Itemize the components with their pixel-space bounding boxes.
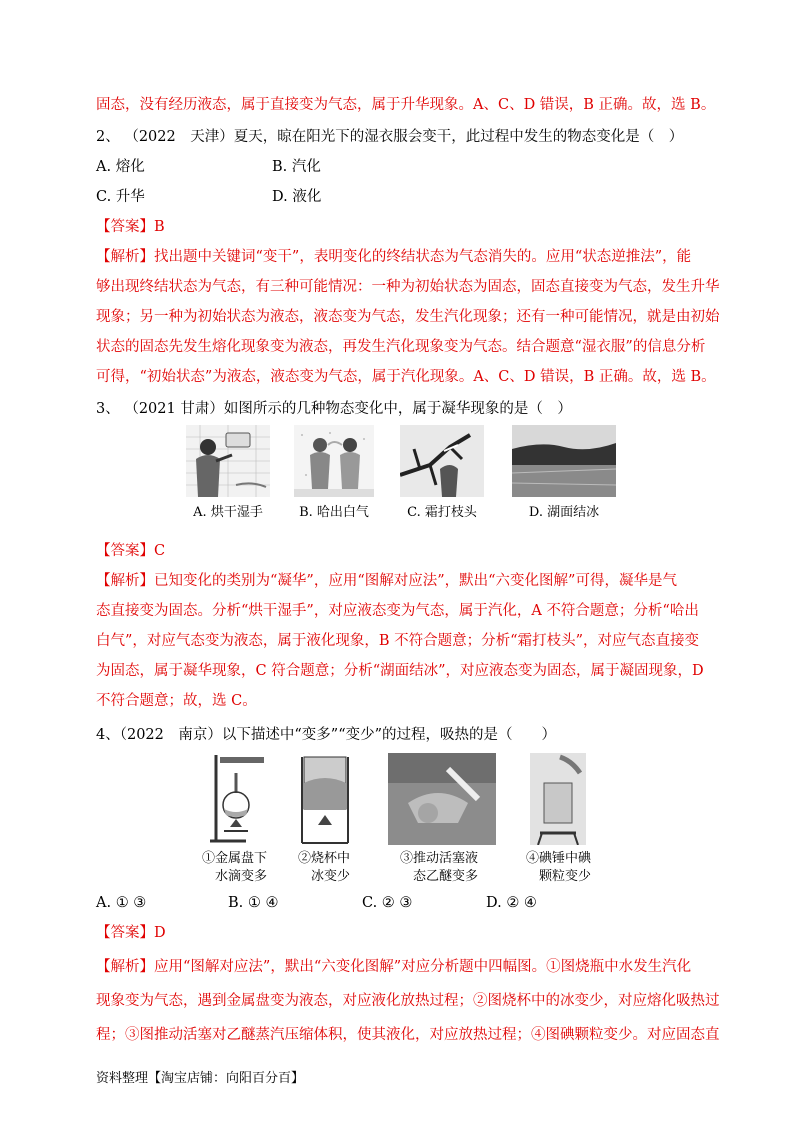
q2-option-a: A. 熔化 [96, 159, 145, 175]
q2-option-d: D. 液化 [272, 189, 322, 205]
figure-ice-beaker [300, 753, 350, 845]
caption-line: ①金属盘下 [202, 851, 268, 866]
caption-line: 颗粒变少 [539, 869, 592, 884]
figure-drying-hands [186, 425, 270, 497]
q2-analysis-line: 够出现终结状态为气态，有三种可能情况：一种为初始状态为固态，固态直接变为气态，发生升华 [96, 279, 720, 295]
figure-lake-ice [512, 425, 616, 497]
figure-breathing-fog [294, 425, 374, 497]
q4-analysis-line: 现象变为气态，遇到金属盘变为液态，对应液化放热过程；②图烧杯中的冰变少，对应熔化吸热过 [96, 993, 720, 1009]
q3-analysis-line: 为固态，属于凝华现象，C 符合题意；分析“湖面结冰”，对应液态变为固态，属于凝固现象，D [96, 663, 704, 679]
q2-option-c: C. 升华 [96, 189, 145, 205]
q1-analysis-tail: 固态，没有经历液态，属于直接变为气态，属于升华现象。A、C、D 错误，B 正确。故，选 B。 [96, 97, 716, 113]
q3-analysis-line: 白气”，对应气态变为液态，属于液化现象，B 不符合题意；分析“霜打枝头”，对应气态直接变 [96, 633, 699, 649]
q2-analysis-line: 现象；另一种为初始状态为液态，液态变为气态，发生汽化现象；还有一种可能情况，就是由初始 [96, 309, 720, 325]
q3-analysis-line: 不符合题意；故，选 C。 [96, 693, 257, 709]
page-footer: 资料整理【淘宝店铺：向阳百分百】 [96, 1071, 305, 1086]
q2-analysis-line: 可得，“初始状态”为液态，液态变为气态，属于汽化现象。A、C、D 错误，B 正确。故，选 B。 [96, 369, 716, 385]
q3-stem: 3、 （2021 甘肃）如图所示的几种物态变化中，属于凝华现象的是（ ） [96, 401, 572, 417]
q2-option-b: B. 汽化 [272, 159, 321, 175]
q4-option-d: D. ② ④ [486, 895, 537, 911]
q2-analysis-line: 【解析】找出题中关键词“变干”，表明变化的终结状态为气态消失的。应用“状态逆推法”，能 [96, 249, 692, 265]
q3-caption-a: A. 烘干湿手 [193, 505, 263, 520]
q4-stem: 4、（2022 南京）以下描述中“变多”“变少”的过程，吸热的是（ ） [96, 727, 557, 743]
q3-answer: 【答案】C [96, 543, 166, 559]
figure-piston-ether [388, 753, 496, 845]
q4-option-c: C. ② ③ [362, 895, 413, 911]
figure-frost-branch [400, 425, 484, 497]
q4-caption-1 [202, 850, 292, 886]
q3-caption-c: C. 霜打枝头 [407, 505, 477, 520]
q4-answer: 【答案】D [96, 925, 166, 941]
q4-option-b: B. ① ④ [228, 895, 279, 911]
caption-line: ②烧杯中 [298, 851, 351, 866]
caption-line: ③推动活塞液 [400, 851, 479, 866]
q3-analysis-line: 态直接变为固态。分析“烘干湿手”，对应液态变为气态，属于汽化，A 不符合题意；分析“哈出 [96, 603, 699, 619]
figure-metal-plate-flask [206, 753, 270, 845]
q4-caption-3 [400, 850, 510, 886]
caption-line: 态乙醚变多 [413, 869, 479, 884]
q2-stem: 2、 （2022 天津）夏天，晾在阳光下的湿衣服会变干，此过程中发生的物态变化是（ ） [96, 129, 684, 145]
figure-iodine-tube [530, 753, 586, 845]
caption-line: 水滴变多 [215, 869, 268, 884]
q4-option-a: A. ① ③ [96, 895, 147, 911]
caption-line: ④碘锤中碘 [526, 851, 592, 866]
caption-line: 冰变少 [311, 869, 351, 884]
q4-analysis-line: 程；③图推动活塞对乙醚蒸汽压缩体积，使其液化，对应放热过程；④图碘颗粒变少。对应固态直 [96, 1027, 720, 1043]
q3-caption-d: D. 湖面结冰 [528, 505, 600, 520]
q4-caption-4 [526, 850, 616, 886]
q3-analysis-line: 【解析】已知变化的类别为“凝华”，应用“图解对应法”，默出“六变化图解”可得，凝华是气 [96, 573, 677, 589]
q2-answer: 【答案】B [96, 219, 165, 235]
q3-caption-b: B. 哈出白气 [299, 505, 369, 520]
q2-analysis-line: 状态的固态先发生熔化现象变为液态，再发生汽化现象变为气态。结合题意“湿衣服”的信息分析 [96, 339, 706, 355]
q4-analysis-line: 【解析】应用“图解对应法”，默出“六变化图解”对应分析题中四幅图。①图烧瓶中水发生汽化 [96, 959, 692, 975]
q4-caption-2 [298, 850, 378, 886]
